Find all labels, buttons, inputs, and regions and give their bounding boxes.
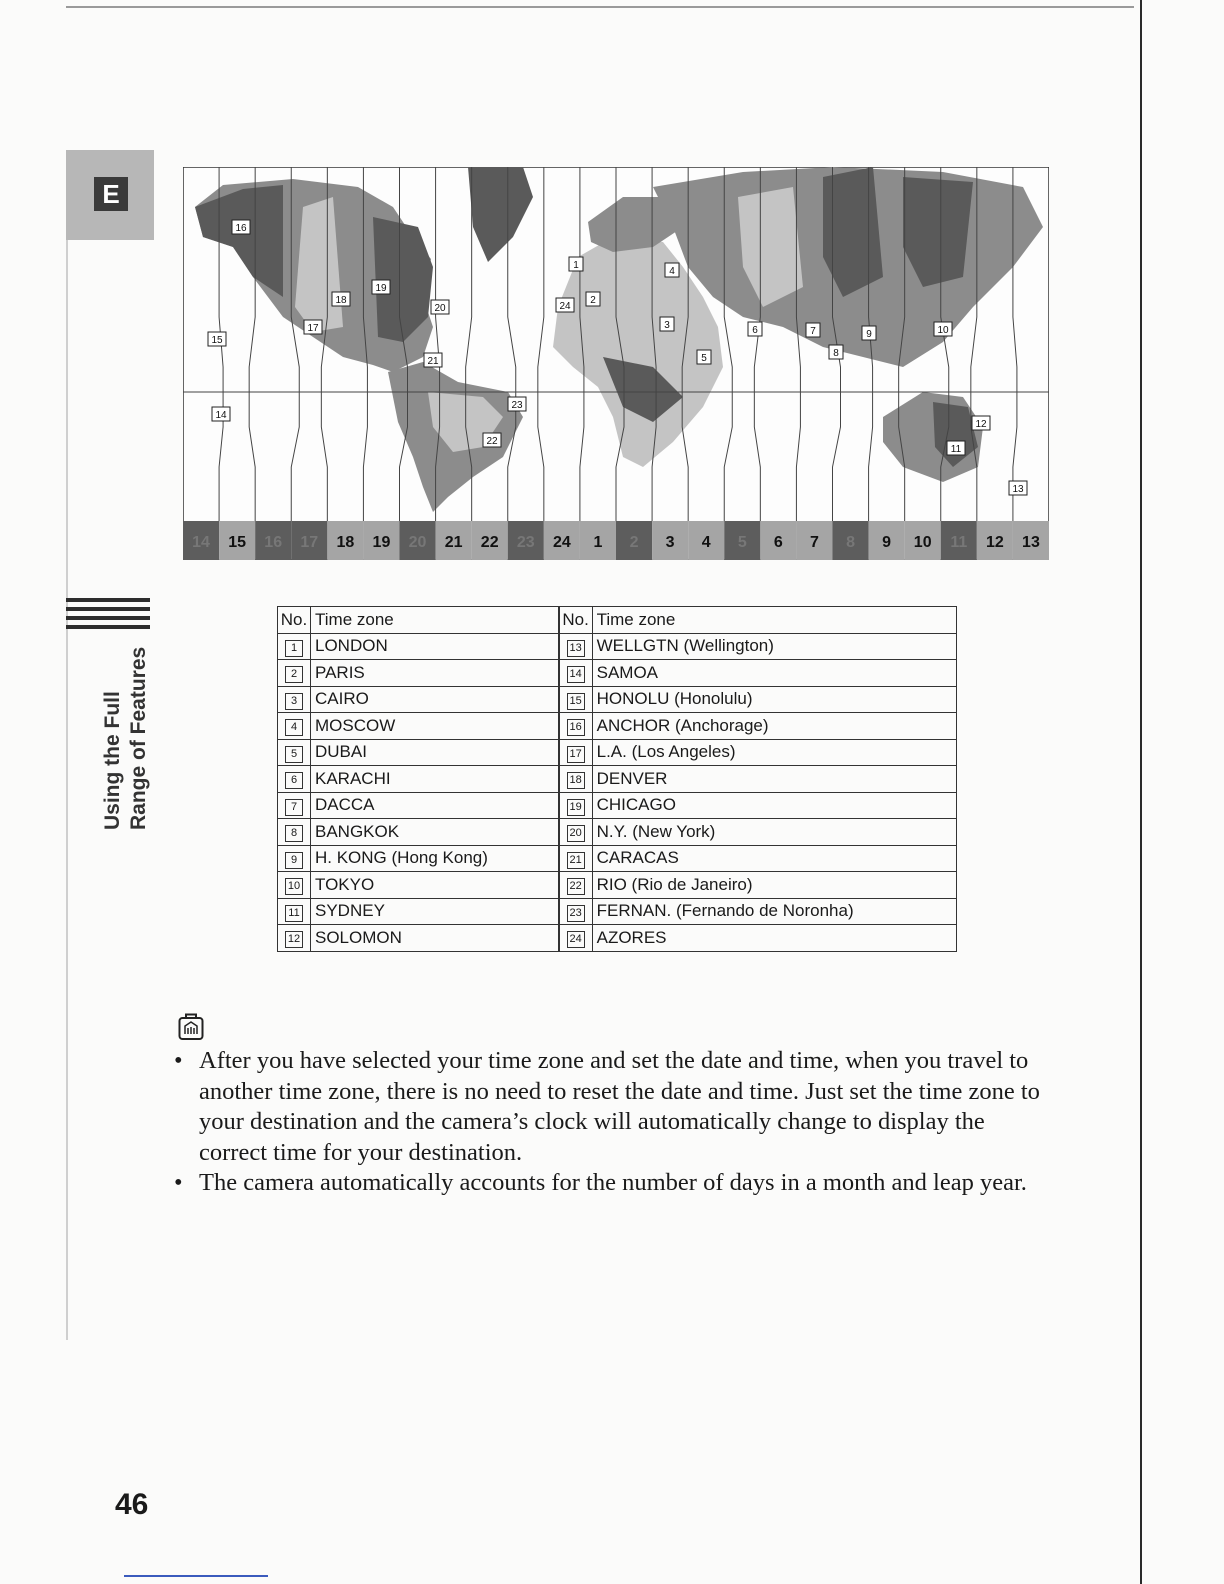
zone-marker xyxy=(665,263,679,277)
zone-marker-label: 1 xyxy=(573,260,579,271)
zone-marker xyxy=(508,397,526,411)
right-rule xyxy=(1140,0,1142,1584)
header-no-right: No. xyxy=(559,607,593,634)
zone-marker-label: 11 xyxy=(950,444,962,455)
zone-name-cell: LONDON xyxy=(311,633,559,660)
header-zone-right: Time zone xyxy=(592,607,956,634)
zone-marker xyxy=(424,353,442,367)
zone-name-cell: HONOLU (Honolulu) xyxy=(592,686,956,713)
zone-marker-label: 23 xyxy=(511,400,523,411)
zone-name-cell: BANGKOK xyxy=(311,819,559,846)
zone-number-cell xyxy=(559,686,593,713)
zone-name-cell: MOSCOW xyxy=(311,713,559,740)
zone-number-cell xyxy=(278,660,311,687)
strip-label: 17 xyxy=(300,534,319,551)
zone-number-badge: 21 xyxy=(567,852,585,869)
strip-label: 14 xyxy=(192,534,210,551)
zone-marker xyxy=(556,298,574,312)
memo-icon xyxy=(178,1013,204,1041)
zone-number-cell xyxy=(559,633,593,660)
strip-label: 18 xyxy=(336,534,355,551)
zone-marker-label: 2 xyxy=(590,295,596,306)
table-row xyxy=(278,633,957,660)
zone-number-cell xyxy=(559,713,593,740)
zone-number-badge: 2 xyxy=(285,666,303,683)
side-label-line2: Range of Features xyxy=(127,646,150,830)
zone-marker-label: 18 xyxy=(335,295,347,306)
zone-number-cell xyxy=(559,898,593,925)
zone-name-cell: SAMOA xyxy=(592,660,956,687)
zone-name-cell: RIO (Rio de Janeiro) xyxy=(592,872,956,899)
zone-number-badge: 22 xyxy=(567,878,585,895)
strip-label: 22 xyxy=(480,534,499,551)
zone-name-cell: H. KONG (Hong Kong) xyxy=(311,845,559,872)
zone-marker xyxy=(212,407,230,421)
zone-number-cell xyxy=(278,819,311,846)
side-label-line1: Using the Full xyxy=(101,691,124,830)
strip-label: 8 xyxy=(846,534,855,551)
zone-number-cell xyxy=(278,898,311,925)
timezone-strip xyxy=(183,521,1049,560)
strip-label: 10 xyxy=(913,534,932,551)
zone-name-cell: DUBAI xyxy=(311,739,559,766)
zone-name-cell: CARACAS xyxy=(592,845,956,872)
zone-number-cell xyxy=(278,925,311,952)
strip-label: 24 xyxy=(552,534,571,551)
table-header-row xyxy=(278,607,957,634)
bottom-rule xyxy=(124,1575,268,1577)
side-bars xyxy=(66,598,150,634)
zone-marker-label: 22 xyxy=(486,436,498,447)
table-row xyxy=(278,713,957,740)
world-time-zone-map xyxy=(183,167,1049,560)
strip-label: 1 xyxy=(593,534,603,551)
zone-marker xyxy=(569,257,583,271)
zone-number-badge: 16 xyxy=(567,719,585,736)
zone-number-badge: 13 xyxy=(567,640,585,657)
zone-number-cell xyxy=(559,660,593,687)
zone-marker-label: 14 xyxy=(215,410,227,421)
zone-name-cell: N.Y. (New York) xyxy=(592,819,956,846)
strip-label: 15 xyxy=(228,534,247,551)
zone-number-badge: 7 xyxy=(285,799,303,816)
strip-label: 23 xyxy=(516,534,535,551)
zone-marker xyxy=(483,433,501,447)
zone-number-badge: 17 xyxy=(567,746,585,763)
table-row xyxy=(278,845,957,872)
zone-number-cell xyxy=(278,872,311,899)
zone-number-badge: 12 xyxy=(285,931,303,948)
table-row xyxy=(278,766,957,793)
strip-label: 20 xyxy=(408,534,427,551)
time-zone-table xyxy=(277,606,957,952)
zone-name-cell: WELLGTN (Wellington) xyxy=(592,633,956,660)
zone-marker xyxy=(748,322,762,336)
strip-label: 21 xyxy=(444,534,463,551)
zone-number-badge: 20 xyxy=(567,825,585,842)
zone-number-cell xyxy=(559,766,593,793)
zone-marker-label: 12 xyxy=(975,419,987,430)
zone-marker-label: 20 xyxy=(434,303,446,314)
table-row xyxy=(278,739,957,766)
side-label xyxy=(66,640,176,830)
zone-number-badge: 4 xyxy=(285,719,303,736)
table-row xyxy=(278,792,957,819)
bullet: • xyxy=(174,1169,183,1196)
zone-number-cell xyxy=(278,845,311,872)
zone-number-badge: 9 xyxy=(285,852,303,869)
zone-name-cell: FERNAN. (Fernando de Noronha) xyxy=(592,898,956,925)
zone-marker xyxy=(697,350,711,364)
zone-number-cell xyxy=(559,792,593,819)
zone-marker xyxy=(332,292,350,306)
zone-marker xyxy=(372,280,390,294)
zone-marker-label: 21 xyxy=(427,356,439,367)
zone-number-cell xyxy=(559,845,593,872)
strip-label: 7 xyxy=(810,534,819,551)
zone-name-cell: DACCA xyxy=(311,792,559,819)
zone-marker-label: 8 xyxy=(833,348,839,359)
zone-name-cell: CAIRO xyxy=(311,686,559,713)
zone-number-cell xyxy=(559,925,593,952)
note-item xyxy=(174,1168,1054,1199)
strip-label: 9 xyxy=(882,534,892,551)
zone-number-badge: 14 xyxy=(567,666,585,683)
zone-name-cell: ANCHOR (Anchorage) xyxy=(592,713,956,740)
zone-number-cell xyxy=(278,739,311,766)
zone-name-cell: L.A. (Los Angeles) xyxy=(592,739,956,766)
zone-number-cell xyxy=(278,766,311,793)
zone-marker-label: 13 xyxy=(1012,484,1024,495)
zone-marker xyxy=(304,320,322,334)
zone-number-badge: 11 xyxy=(285,905,303,922)
zone-marker-label: 9 xyxy=(866,329,872,340)
zone-marker xyxy=(1009,481,1027,495)
zone-marker-label: 10 xyxy=(937,325,949,336)
zone-marker-label: 6 xyxy=(752,325,758,336)
zone-number-badge: 10 xyxy=(285,878,303,895)
zone-name-cell: PARIS xyxy=(311,660,559,687)
zone-number-badge: 3 xyxy=(285,693,303,710)
zone-number-badge: 24 xyxy=(567,931,585,948)
header-zone-left: Time zone xyxy=(311,607,559,634)
strip-label: 13 xyxy=(1022,534,1040,551)
zone-marker xyxy=(586,292,600,306)
zone-number-badge: 15 xyxy=(567,693,585,710)
strip-label: 6 xyxy=(773,534,783,551)
zone-marker xyxy=(232,220,250,234)
strip-label: 2 xyxy=(629,534,639,551)
table-row xyxy=(278,660,957,687)
zone-marker xyxy=(829,345,843,359)
note-item xyxy=(174,1046,1054,1168)
strip-label: 11 xyxy=(950,534,968,551)
zone-number-cell xyxy=(559,739,593,766)
notes xyxy=(174,1046,1054,1199)
zone-number-cell xyxy=(278,686,311,713)
zone-marker-label: 17 xyxy=(307,323,319,334)
table-row xyxy=(278,686,957,713)
zone-number-badge: 19 xyxy=(567,799,585,816)
zone-number-badge: 6 xyxy=(285,772,303,789)
zone-number-cell xyxy=(559,872,593,899)
table-row xyxy=(278,898,957,925)
zone-marker-label: 16 xyxy=(235,223,247,234)
zone-number-badge: 5 xyxy=(285,746,303,763)
zone-name-cell: CHICAGO xyxy=(592,792,956,819)
strip-label: 12 xyxy=(985,534,1004,551)
table-row xyxy=(278,819,957,846)
zone-number-badge: 1 xyxy=(285,640,303,657)
strip-label: 4 xyxy=(701,534,711,551)
time-zone-table-body xyxy=(278,633,957,951)
zone-marker-label: 15 xyxy=(211,335,223,346)
zone-name-cell: AZORES xyxy=(592,925,956,952)
zone-marker xyxy=(972,416,990,430)
zone-number-badge: 18 xyxy=(567,772,585,789)
top-rule xyxy=(66,6,1134,8)
zone-number-cell xyxy=(278,633,311,660)
zone-marker xyxy=(208,332,226,346)
note-text: After you have selected your time zone and set the date and time, when you travel to another time zone, there is no need to reset the date and time. Just set the time zone to your destination and the camera’s clock will automatically change to display the correct time for your destination. xyxy=(199,1047,1040,1166)
zone-marker-label: 5 xyxy=(701,353,707,364)
zone-number-cell xyxy=(278,713,311,740)
zone-name-cell: TOKYO xyxy=(311,872,559,899)
strip-label: 5 xyxy=(737,534,747,551)
section-letter: E xyxy=(94,177,128,211)
table-row xyxy=(278,872,957,899)
zone-marker xyxy=(934,322,952,336)
zone-marker-label: 3 xyxy=(664,320,670,331)
zone-marker-label: 19 xyxy=(375,283,387,294)
zone-name-cell: KARACHI xyxy=(311,766,559,793)
zone-marker xyxy=(431,300,449,314)
zone-marker xyxy=(806,323,820,337)
zone-marker-label: 24 xyxy=(559,301,571,312)
zone-name-cell: SYDNEY xyxy=(311,898,559,925)
page-number: 46 xyxy=(115,1488,149,1521)
zone-marker xyxy=(862,326,876,340)
zone-marker-label: 4 xyxy=(669,266,675,277)
zone-marker-label: 7 xyxy=(810,326,816,337)
header-no-left: No. xyxy=(278,607,311,634)
zone-number-cell xyxy=(559,819,593,846)
zone-marker xyxy=(947,441,965,455)
zone-marker xyxy=(660,317,674,331)
zone-name-cell: SOLOMON xyxy=(311,925,559,952)
zone-name-cell: DENVER xyxy=(592,766,956,793)
zone-number-cell xyxy=(278,792,311,819)
strip-label: 16 xyxy=(264,534,283,551)
bullet: • xyxy=(174,1047,183,1074)
table-row xyxy=(278,925,957,952)
strip-label: 19 xyxy=(372,534,391,551)
note-text: The camera automatically accounts for the number of days in a month and leap year. xyxy=(199,1169,1027,1196)
zone-number-badge: 23 xyxy=(567,905,585,922)
zone-number-badge: 8 xyxy=(285,825,303,842)
strip-label: 3 xyxy=(665,534,675,551)
